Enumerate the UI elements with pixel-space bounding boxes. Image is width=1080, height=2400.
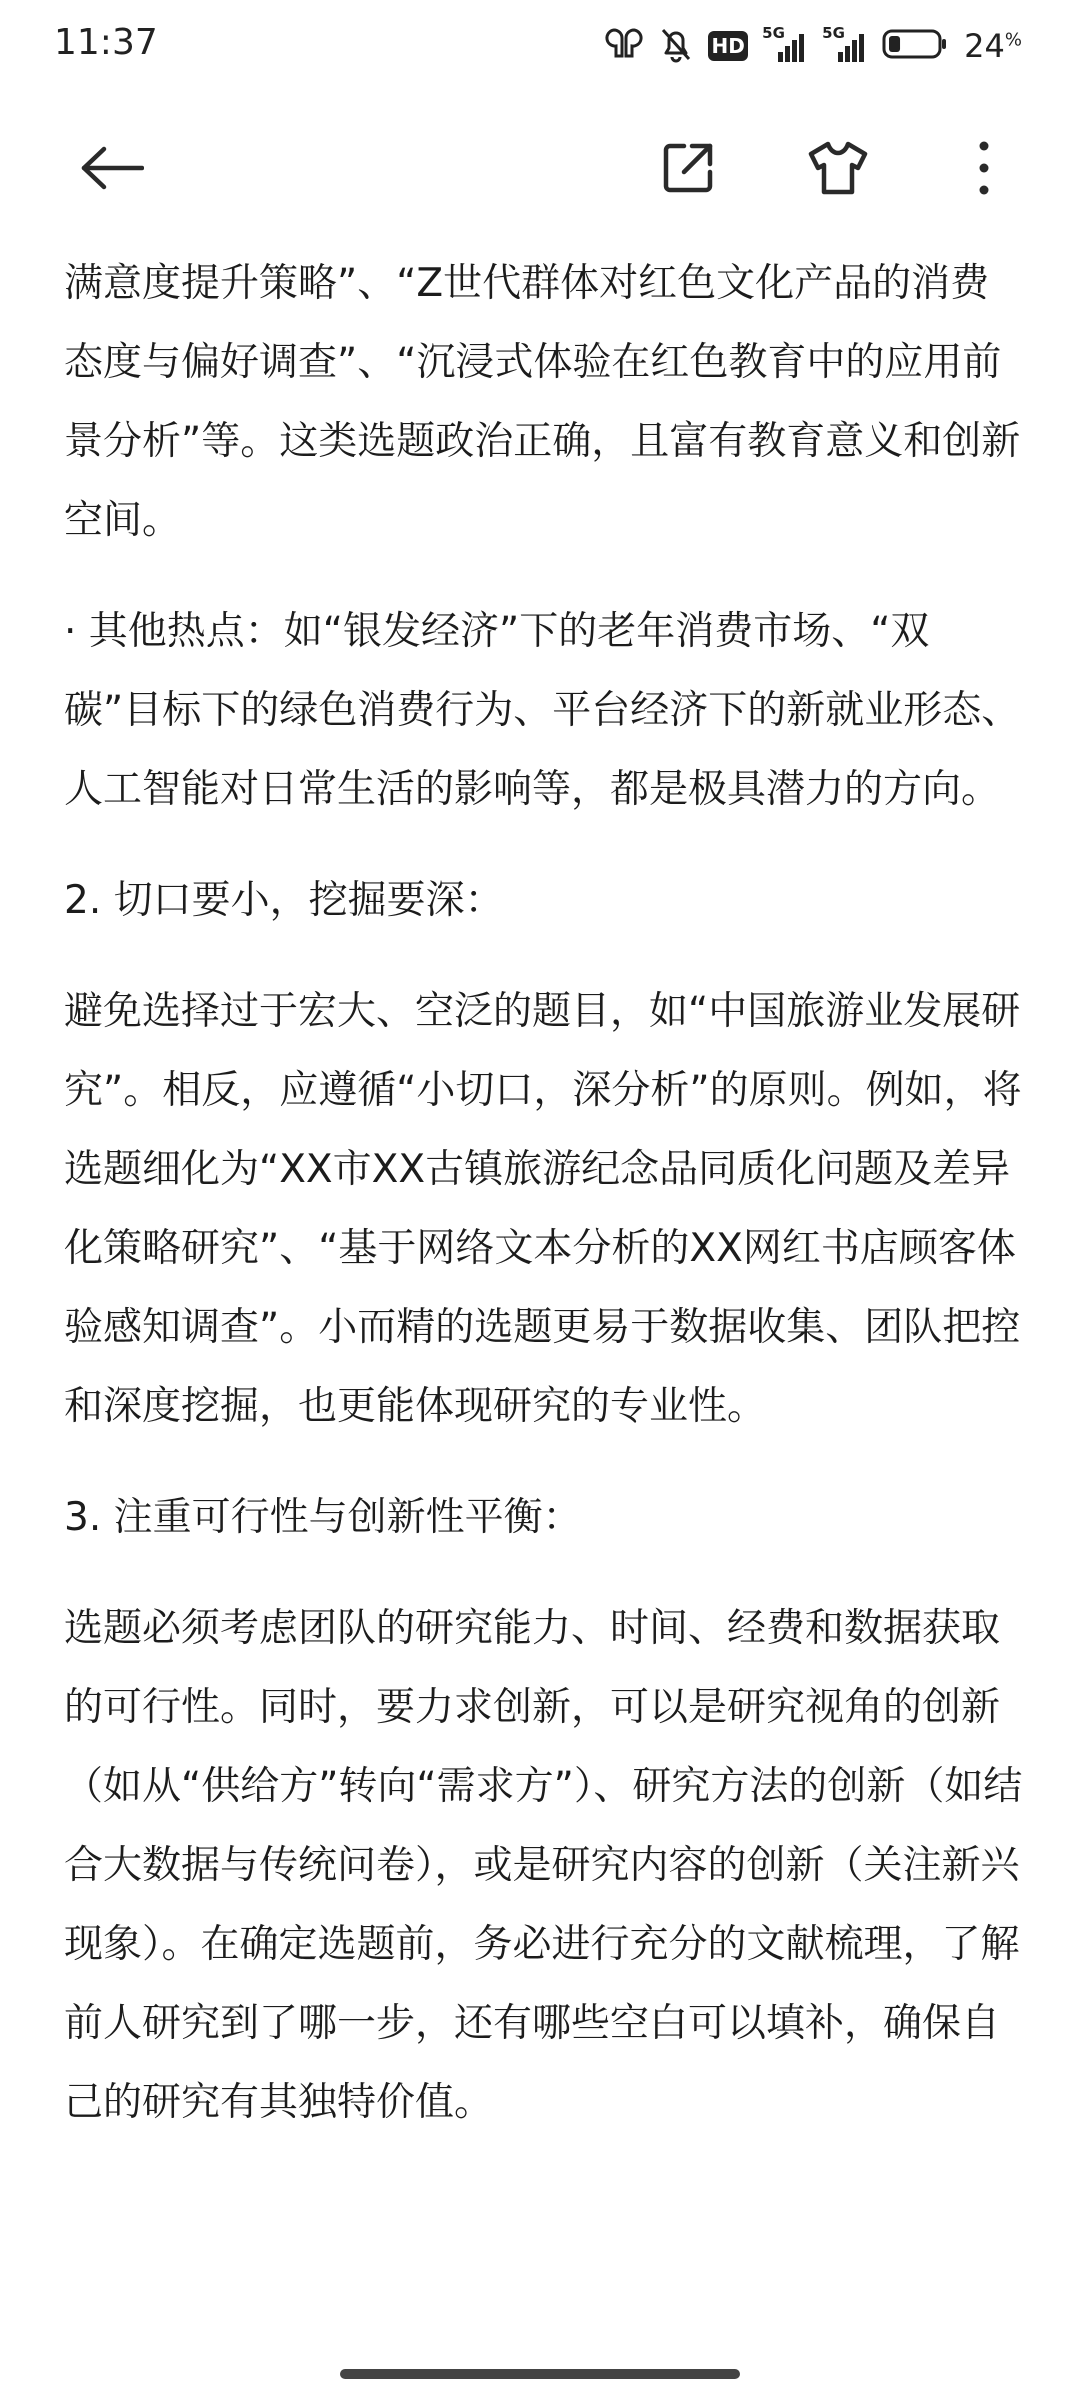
home-indicator[interactable] bbox=[340, 2369, 740, 2379]
battery-percent-value: 24 bbox=[964, 27, 1005, 65]
hd-icon bbox=[708, 31, 748, 61]
battery-percent bbox=[964, 27, 1022, 65]
network-type-1: 5G bbox=[762, 24, 785, 42]
article-content bbox=[64, 244, 1024, 2174]
back-arrow-icon bbox=[80, 146, 144, 194]
tshirt-icon bbox=[807, 140, 869, 200]
paragraph-feasibility: 选题必须考虑团队的研究能力、时间、经费和数据获取的可行性。同时，要力求创新，可以是研究视角的创新（如从“供给方”转向“需求方”）、研究方法的创新（如结合大数据与传统问卷），或是研究内容的创新（关注新兴现象）。在确定选题前，务必进行充分的文献梳理，了解前人研究到了哪一步，还有哪些空白可以填补，确保自己的研究有其独特价值。 bbox=[64, 1606, 1023, 2125]
heading-small-entry: 2. 切口要小，挖掘要深： bbox=[64, 878, 504, 923]
status-bar bbox=[0, 0, 1080, 92]
signal-icon bbox=[822, 24, 868, 64]
share-icon bbox=[660, 140, 716, 200]
theme-button[interactable] bbox=[798, 130, 878, 210]
more-vertical-icon bbox=[976, 140, 992, 200]
bell-off-icon bbox=[658, 25, 694, 67]
network-type-2: 5G bbox=[822, 24, 845, 42]
paragraph-other-hotspots: · 其他热点：如“银发经济”下的老年消费市场、“双碳”目标下的绿色消费行为、平台经济下的新就业形态、人工智能对日常生活的影响等，都是极具潜力的方向。 bbox=[64, 609, 1021, 812]
paragraph-small-entry: 避免选择过于宏大、空泛的题目，如“中国旅游业发展研究”。相反，应遵循“小切口，深分析”的原则。例如，将选题细化为“XX市XX古镇旅游纪念品同质化问题及差异化策略研究”、“基于网络文本分析的XX网红书店顾客体验感知调查”。小而精的选题更易于数据收集、团队把控和深度挖掘，也更能体现研究的专业性。 bbox=[64, 989, 1022, 1429]
hd-label: HD bbox=[711, 34, 745, 58]
back-button[interactable] bbox=[72, 130, 152, 210]
signal-icon bbox=[762, 24, 808, 64]
status-icons bbox=[604, 22, 1022, 70]
battery-fill bbox=[889, 36, 900, 52]
heading-feasibility: 3. 注重可行性与创新性平衡： bbox=[64, 1495, 582, 1540]
share-button[interactable] bbox=[648, 130, 728, 210]
status-time: 11:37 bbox=[54, 22, 158, 63]
paragraph-red-culture: 满意度提升策略”、“Z世代群体对红色文化产品的消费态度与偏好调查”、“沉浸式体验在红色教育中的应用前景分析”等。这类选题政治正确，且富有教育意义和创新空间。 bbox=[64, 261, 1021, 543]
battery-percent-unit: % bbox=[1004, 29, 1022, 51]
earbuds-icon bbox=[604, 26, 644, 66]
battery-icon bbox=[882, 27, 948, 65]
more-button[interactable] bbox=[944, 130, 1024, 210]
toolbar bbox=[0, 112, 1080, 222]
